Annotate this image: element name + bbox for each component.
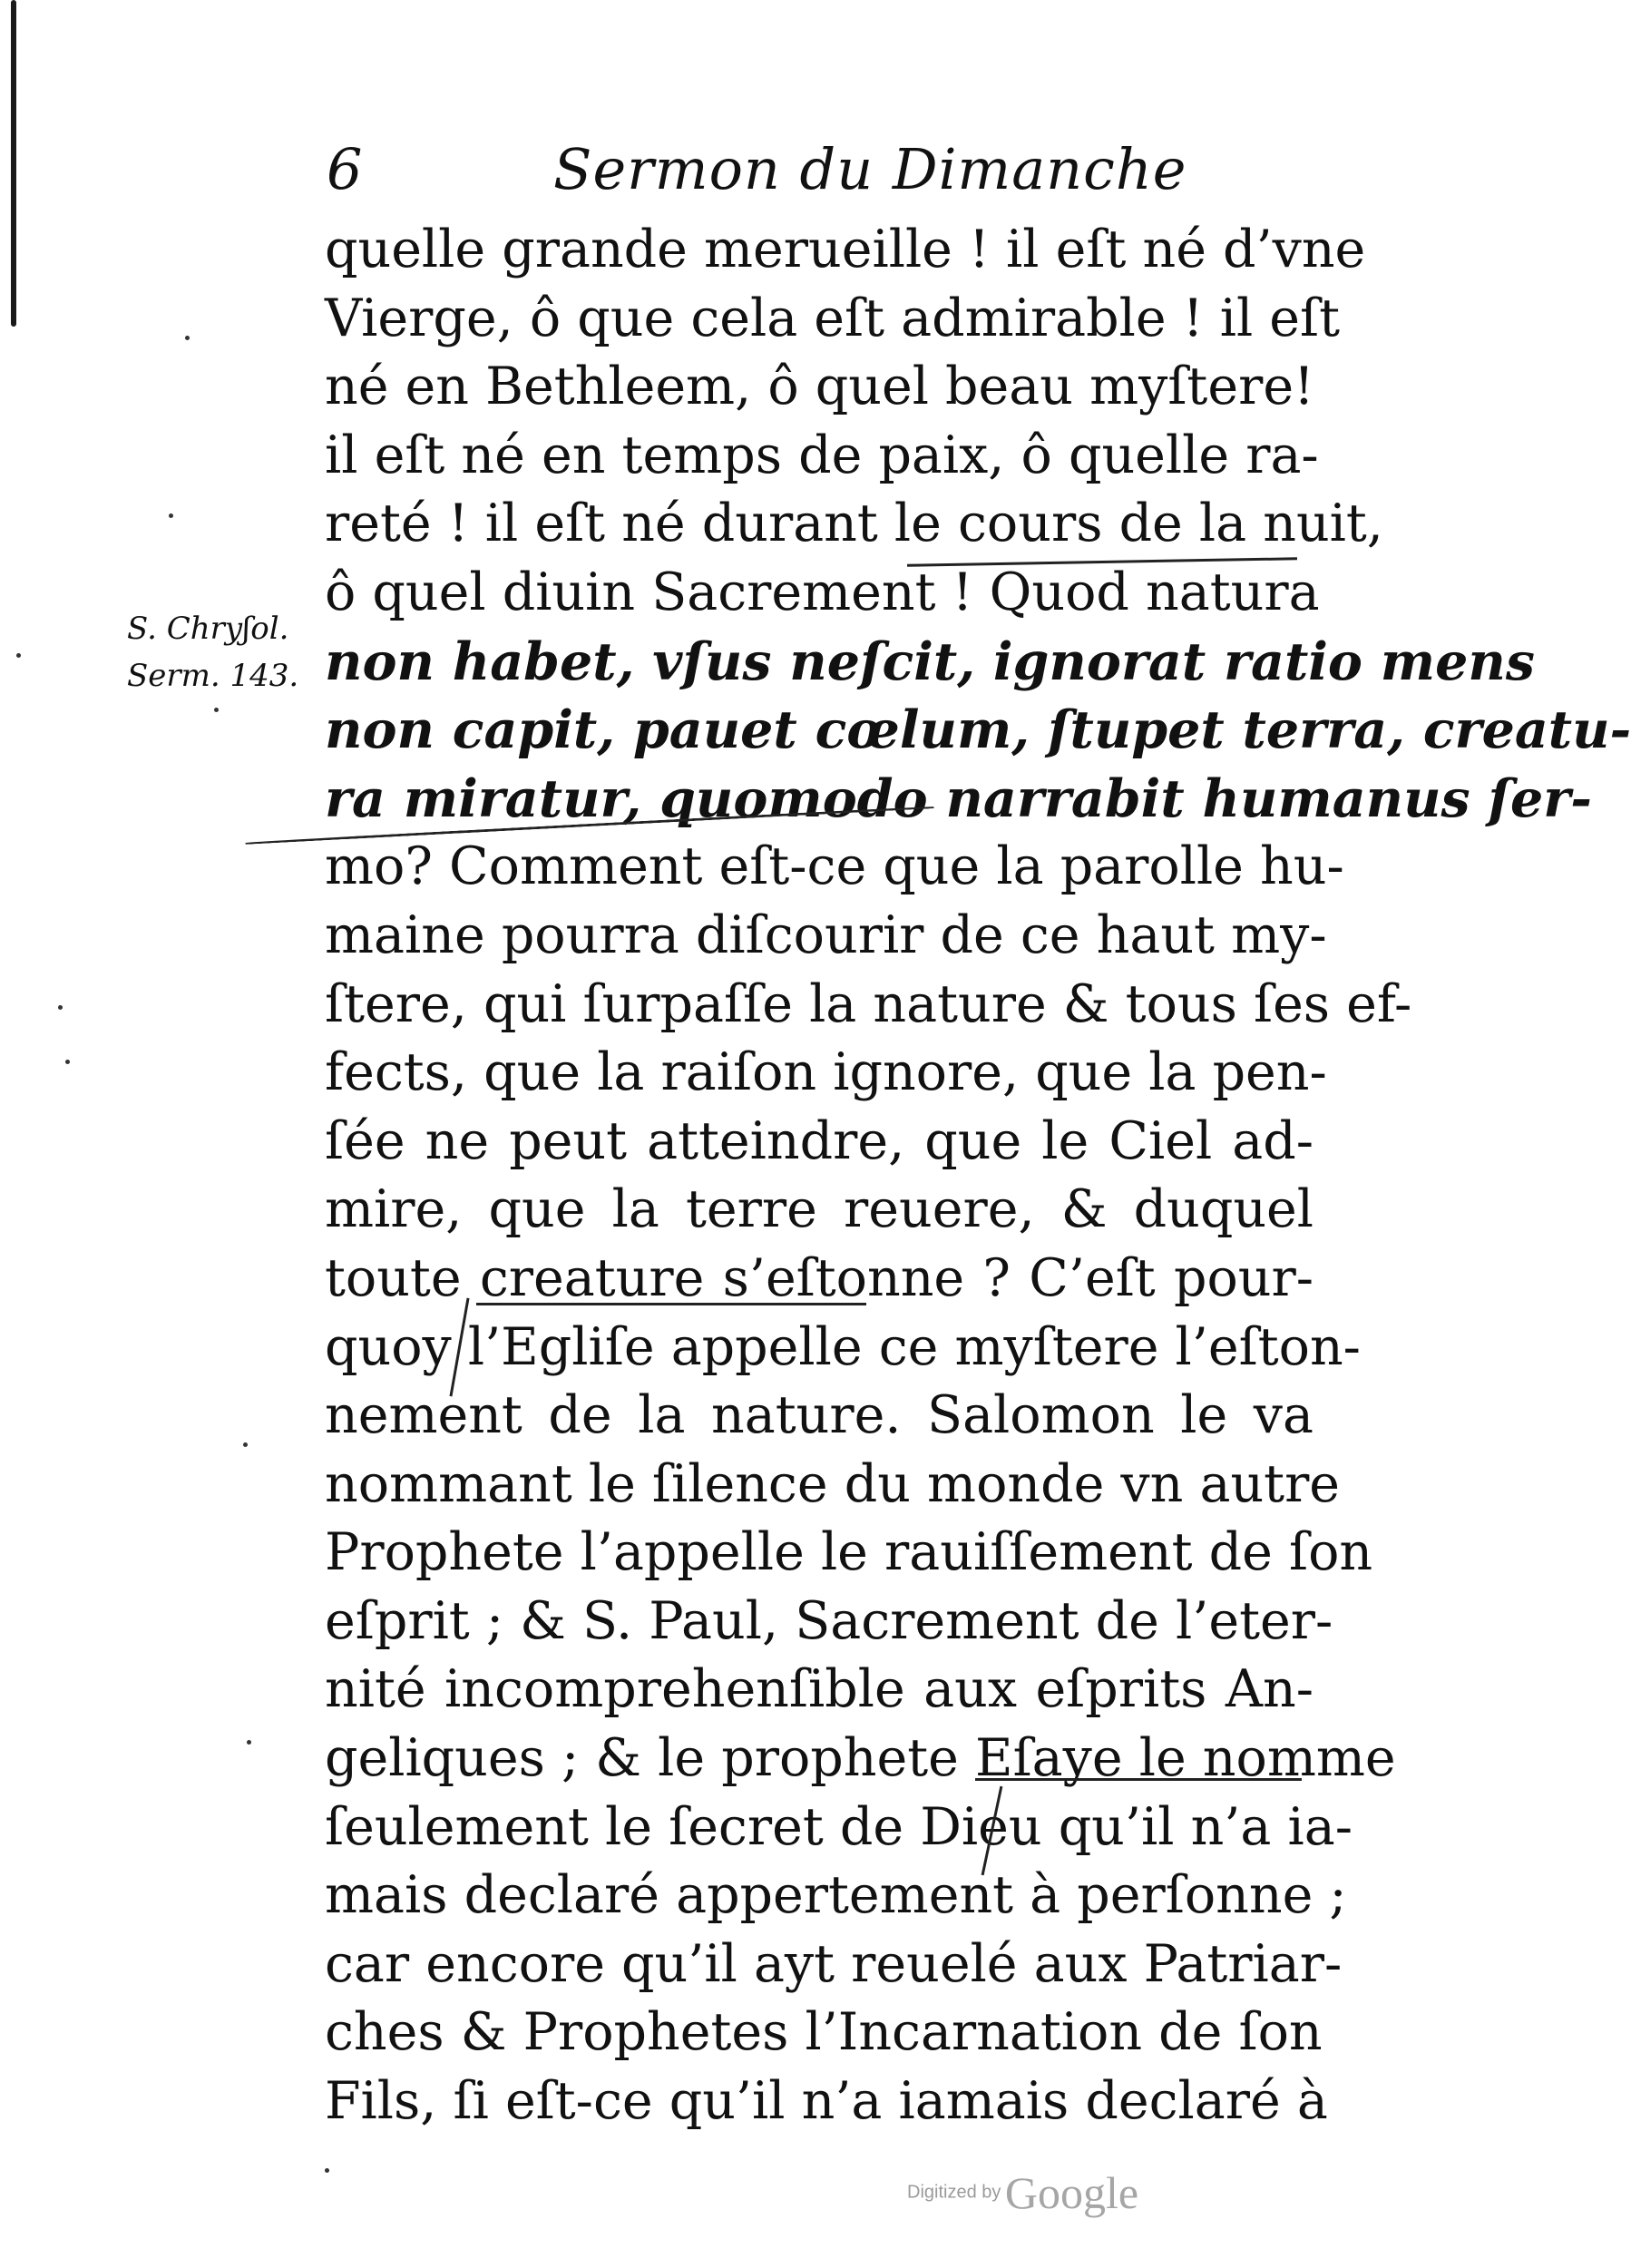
scan-speck xyxy=(16,653,21,658)
google-logo: Google xyxy=(1004,2167,1139,2218)
scan-speck xyxy=(214,708,219,712)
text-line: ſeulement le ſecret de Dieu qu’il n’a ia- xyxy=(325,1796,1353,1857)
page-header xyxy=(327,136,1315,209)
latin-quote-line: non habet, vſus neſcit, ignorat ratio mens xyxy=(325,631,1535,692)
text-line: Prophete l’appelle le rauiſſement de ſon xyxy=(325,1522,1373,1583)
text-line: quoy l’Egliſe appelle ce myſtere l’eſton- xyxy=(325,1316,1361,1377)
text-line: mais declaré appertement à perſonne ; xyxy=(325,1865,1347,1926)
text-line: nement de la nature. Salomon le va xyxy=(325,1385,1314,1446)
margin-note-author: S. Chryʃol. xyxy=(127,611,289,647)
text-line: car encore qu’il ayt reuelé aux Patriar- xyxy=(325,1933,1343,1994)
text-line: Fils, ſi eſt-ce qu’il n’a iamais declaré à xyxy=(325,2071,1328,2132)
text-line: ches & Prophetes l’Incarnation de ſon xyxy=(325,2002,1323,2063)
body-text xyxy=(325,216,1631,2136)
text-line: ſtere, qui ſurpaſſe la nature & tous ſes ef- xyxy=(325,973,1412,1034)
text-line: né en Bethleem, ô quel beau myſtere! xyxy=(325,357,1314,417)
text-line: ſée ne peut atteindre, que le Ciel ad- xyxy=(325,1110,1314,1171)
text-line: mire, que la terre reuere, & duquel xyxy=(325,1179,1314,1240)
text-line: ô quel diuin Sacrement ! Quod natura xyxy=(325,562,1320,622)
latin-quote-line: non capit, pauet cœlum, ſtupet terra, creatu- xyxy=(325,699,1631,761)
text-line: quelle grande merueille ! il eſt né d’vne xyxy=(325,220,1366,279)
scan-speck xyxy=(185,336,190,340)
margin-note-sermon: Serm. 143. xyxy=(127,658,299,694)
text-line: nommant le ſilence du monde vn autre xyxy=(325,1453,1341,1514)
text-line: reté ! il eſt né durant le cours de la nuit, xyxy=(325,494,1383,554)
digitization-watermark xyxy=(907,2166,1206,2230)
text-line: fects, que la raiſon ignore, que la pen- xyxy=(325,1042,1327,1103)
text-line: toute creature s’eſtonne ? C’eſt pour- xyxy=(325,1247,1314,1308)
scan-speck xyxy=(247,1740,251,1745)
scan-speck xyxy=(58,1005,63,1010)
text-line: il eſt né en temps de paix, ô quelle ra- xyxy=(325,425,1319,485)
text-line: maine pourra diſcourir de ce haut my- xyxy=(325,904,1327,965)
scan-speck xyxy=(243,1442,248,1447)
text-line: geliques ; & le prophete Eſaye le nomme xyxy=(325,1728,1396,1789)
pen-mark-underline xyxy=(476,1303,866,1305)
latin-quote-line: ra miratur, quomodo narrabit humanus ſer- xyxy=(325,767,1592,829)
text-line: Vierge, ô que cela eſt admirable ! il eſt xyxy=(325,288,1341,348)
scan-speck xyxy=(65,1060,70,1064)
running-head: Sermon du Dimanche xyxy=(553,136,1187,202)
text-line: eſprit ; & S. Paul, Sacrement de l’eter- xyxy=(325,1590,1333,1651)
watermark-prefix: Digitized by xyxy=(907,2182,1001,2203)
pen-mark-underline xyxy=(975,1778,1302,1781)
scan-speck xyxy=(325,2168,329,2173)
text-line: mo? Comment eſt-ce que la parolle hu- xyxy=(325,836,1344,897)
scan-speck xyxy=(169,513,173,518)
binding-edge-line xyxy=(11,0,16,327)
page-number: 6 xyxy=(327,136,363,202)
text-line: nité incomprehenſible aux eſprits An- xyxy=(325,1659,1314,1720)
